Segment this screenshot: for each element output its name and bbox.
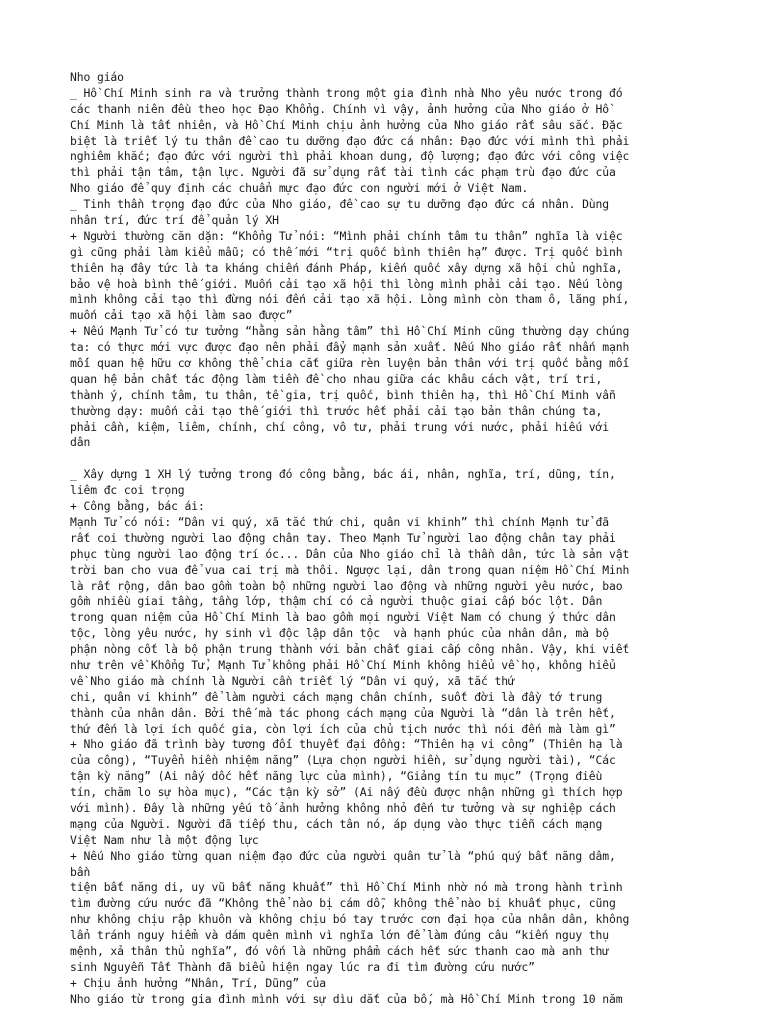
text-line: liêm đc coi trọng	[70, 483, 185, 498]
text-line: Nho giáo từ trong gia đình mình với sự dìu dắt của bố, mà Hồ Chí Minh trong 10 năm	[70, 991, 623, 1006]
text-line: trong quan niệm của Hồ Chí Minh là bao gồm mọi người Việt Nam có chung ý thức dân	[70, 610, 616, 625]
text-line: thứ đến là lợi ích quốc gia, còn lợi ích của chủ tịch nước thì nói đến mà làm gì”	[70, 721, 616, 736]
text-line: sinh Nguyễn Tất Thành đã biểu hiện ngay lúc ra đi tìm đường cứu nước”	[70, 959, 535, 974]
text-line: tận kỳ năng” (Ai nấy dốc hết năng lực của mình), “Giảng tín tu mục” (Trọng điều	[70, 769, 603, 784]
text-line: mạng của Người. Người đã tiếp thu, cách tân nó, áp dụng vào thực tiễn cách mạng	[70, 816, 603, 831]
text-line: quan hệ bản chất tác động làm tiền đề cho nhau giữa các khâu cách vật, trí tri,	[70, 371, 603, 386]
text-line: rất coi thường người lao động chân tay. Theo Mạnh Tử người lao động chân tay phải	[70, 530, 616, 545]
text-line: mệnh, xả thân thủ nghĩa”, đó vốn là những phẩm cách hết sức thanh cao mà anh thư	[70, 943, 610, 958]
text-line: _ Tinh thần trọng đạo đức của Nho giáo, đề cao sự tu dưỡng đạo đức cá nhân. Dùng	[70, 197, 610, 212]
text-line: trời ban cho vua để vua cai trị mà thôi. Ngược lại, dân trong quan niệm Hồ Chí Minh	[70, 562, 630, 577]
text-line: Mạnh Tử có nói: “Dân vi quý, xã tắc thứ chi, quân vi khinh” thì chính Mạnh tử đã	[70, 514, 610, 529]
text-line: + Nho giáo đã trình bày tương đối thuyết đại đồng: “Thiên hạ vi công” (Thiên hạ là	[70, 737, 623, 752]
text-line: muốn cải tạo xã hội làm sao được”	[70, 308, 293, 323]
text-line: nhân trí, đức trí để quản lý XH	[70, 213, 279, 228]
text-line: + Nếu Nho giáo từng quan niệm đạo đức của người quân tử là “phú quý bất năng dâm,	[70, 848, 616, 863]
text-line: biệt là triết lý tu thân đề cao tu dưỡng đạo đức cá nhân: Đạo đức với mình thì phải	[70, 133, 630, 148]
text-line: nghiêm khắc; đạo đức với người thì phải khoan dung, độ lượng; đạo đức với công việc	[70, 149, 630, 164]
text-line: bần	[70, 864, 91, 879]
text-line: của công), “Tuyển hiền nhiệm năng” (Lựa chọn người hiền, sử dụng người tài), “Các	[70, 753, 616, 768]
blank-line	[70, 451, 760, 467]
text-line: ta: có thực mới vực được đạo nên phải đẩy mạnh sản xuất. Nếu Nho giáo rất nhấn mạnh	[70, 340, 630, 355]
text-line: bảo vệ hoà bình thế giới. Muốn cải tạo xã hội thì lòng mình phải cải tạo. Nếu lòng	[70, 276, 623, 291]
text-line: + Người thường căn dặn: “Khổng Tử nói: “Mình phải chính tâm tu thân” nghĩa là việc	[70, 228, 623, 243]
text-line: Nho giáo để quy định các chuẩn mực đạo đức con người mới ở Việt Nam.	[70, 181, 529, 196]
text-line: tiện bất năng di, uy vũ bất năng khuất” thì Hồ Chí Minh nhờ nó mà trong hành trình	[70, 880, 623, 895]
text-line: gồm nhiều giai tầng, tầng lớp, thậm chí có cả người thuộc giai cấp bóc lột. Dân	[70, 594, 603, 609]
text-line: phận nòng cốt là bộ phận trung thành với bản chất giai cấp công nhân. Vậy, khi viết	[70, 642, 630, 657]
text-line: như trên về Khổng Tử, Mạnh Tử không phải Hồ Chí Minh không hiểu về họ, không hiểu	[70, 657, 616, 672]
text-line: mình không cải tạo thì đừng nói đến cải tạo xã hội. Lòng mình còn tham ô, lãng phí,	[70, 292, 630, 307]
text-line: là rất rộng, dân bao gồm toàn bộ những người lao động và những người yêu nước, bao	[70, 578, 623, 593]
text-line: phục tùng người lao động trí óc... Dân của Nho giáo chỉ là thần dân, tức là sản vật	[70, 546, 630, 561]
text-line: thì phải tận tâm, tận lực. Người đã sử dụng rất tài tình các phạm trù đạo đức của	[70, 165, 616, 180]
text-line: chi, quân vi khinh” để làm người cách mạng chân chính, suốt đời là đầy tớ trung	[70, 689, 603, 704]
text-line: dân	[70, 435, 91, 450]
text-line: thường dạy: muốn cải tạo thế giới thì trước hết phải cải tạo bản thân chúng ta,	[70, 403, 603, 418]
text-line: + Chịu ảnh hưởng “Nhân, Trí, Dũng” của	[70, 975, 327, 990]
text-line: tìm đường cứu nước đã “Không thể nào bị cám dỗ, không thể nào bị khuất phục, cũng	[70, 896, 616, 911]
text-line: gì cũng phải làm kiểu mẫu; có thế mới “trị quốc bình thiên hạ” được. Trị quốc bình	[70, 244, 623, 259]
text-line: Chí Minh là tất nhiên, và Hồ Chí Minh chịu ảnh hưởng của Nho giáo rất sâu sắc. Đặc	[70, 117, 623, 132]
text-line: với mình). Đây là những yếu tố ảnh hưởng không nhỏ đến tư tưởng và sự nghiệp cách	[70, 800, 616, 815]
text-line: tộc, lòng yêu nước, hy sinh vì độc lập dân tộc và hạnh phúc của nhân dân, mà bộ	[70, 626, 610, 641]
document-page	[70, 70, 760, 1008]
text-line: về Nho giáo mà chính là Người cần triết lý “Dân vi quý, xã tắc thứ	[70, 673, 515, 688]
text-line: tín, chăm lo sự hòa mục), “Các tận kỳ sở” (Ai nấy đều được nhận những gì thích hợp	[70, 785, 623, 800]
text-line: thành của nhân dân. Bởi thế mà tác phong cách mạng của Người là “dân là trên hết,	[70, 705, 616, 720]
text-line: Nho giáo	[70, 70, 124, 84]
text-line: mối quan hệ hữu cơ không thể chia cắt giữa rèn luyện bản thân với trị quốc bằng mối	[70, 356, 630, 371]
text-line: + Nếu Mạnh Tử có tư tưởng “hằng sản hằng tâm” thì Hồ Chí Minh cũng thường dạy chúng	[70, 324, 630, 339]
text-line: như không chịu rập khuôn và không chịu bó tay trước cơn đại họa của nhân dân, không	[70, 912, 630, 927]
text-line: _ Xây dựng 1 XH lý tưởng trong đó công bằng, bác ái, nhân, nghĩa, trí, dũng, tín,	[70, 467, 616, 482]
text-line: thành ý, chính tâm, tu thân, tề gia, trị quốc, bình thiên hạ, thì Hồ Chí Minh vẫn	[70, 387, 616, 402]
text-line: + Công bằng, bác ái:	[70, 499, 205, 514]
text-line: các thanh niên đều theo học Đạo Khổng. Chính vì vậy, ảnh hưởng của Nho giáo ở Hồ	[70, 101, 610, 116]
text-line: phải cần, kiệm, liêm, chính, chí công, vô tư, phải trung với nước, phải hiếu với	[70, 419, 610, 434]
text-line: lẩn tránh nguy hiểm và dám quên mình vì nghĩa lớn để làm đúng câu “kiến nguy thụ	[70, 928, 610, 943]
text-line: Việt Nam như là một động lực	[70, 832, 259, 847]
text-line: _ Hồ Chí Minh sinh ra và trưởng thành trong một gia đình nhà Nho yêu nước trong đó	[70, 85, 623, 100]
text-line: thiên hạ đây tức là ta kháng chiến đánh Pháp, kiến quốc xây dựng xã hội chủ nghĩa,	[70, 260, 623, 275]
